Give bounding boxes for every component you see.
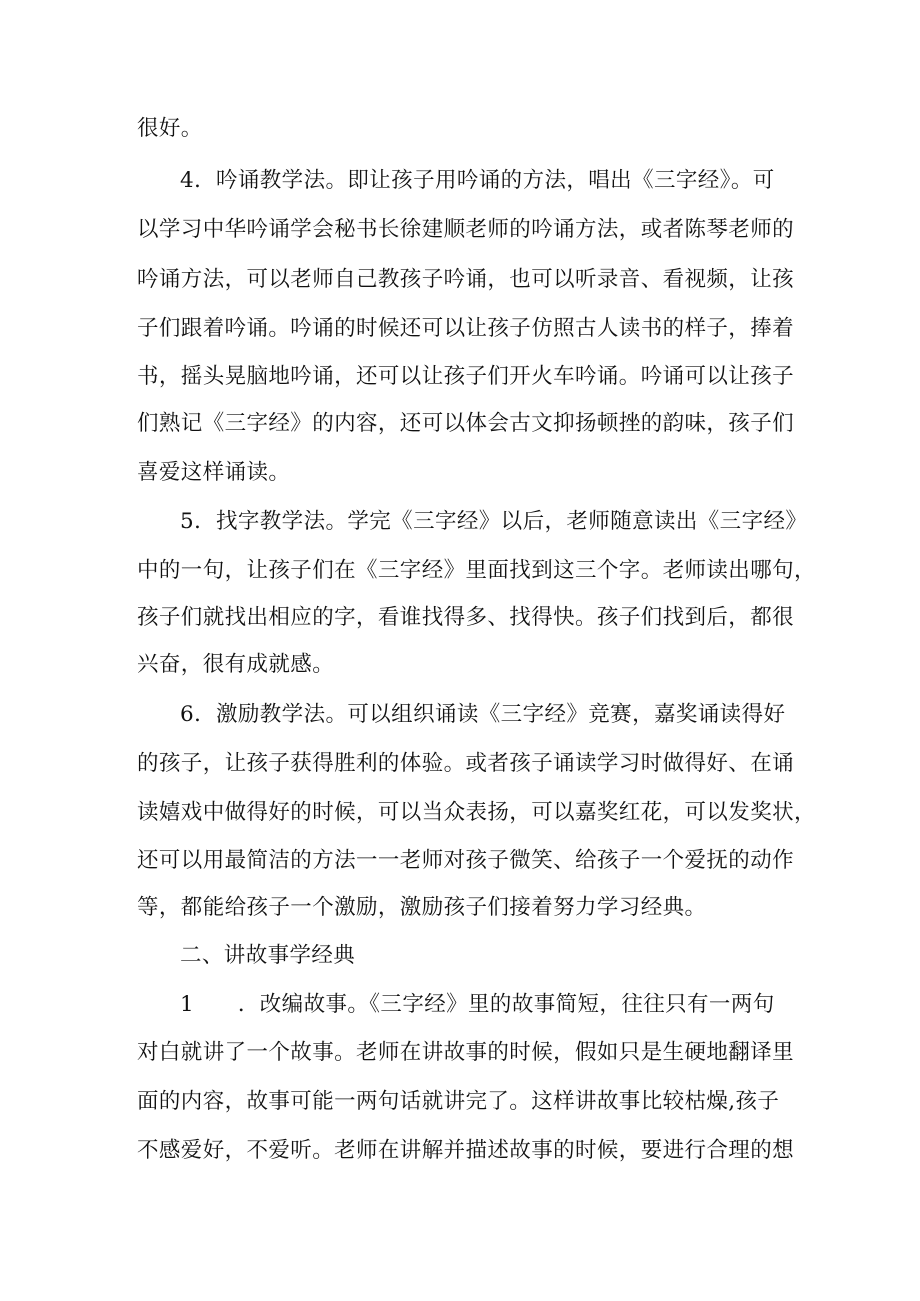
text-line: 喜爱这样诵读。 (137, 460, 291, 485)
text-line: 对白就讲了一个故事。老师在讲故事的时候，假如只是生硬地翻译里 (137, 1040, 795, 1065)
text-line: 面的内容，故事可能一两句话就讲完了。这样讲故事比较枯燥,孩子 (137, 1089, 780, 1114)
text-line: 不感爱好，不爱听。老师在讲解并描述故事的时候，要进行合理的想 (137, 1138, 795, 1163)
text-line: 以学习中华吟诵学会秘书长徐建顺老师的吟诵方法，或者陈琴老师的 (137, 217, 795, 242)
text-line: 吟诵方法，可以老师自己教孩子吟诵，也可以听录音、看视频，让孩 (137, 267, 795, 292)
text-line: 孩子们就找出相应的字，看谁找得多、找得快。孩子们找到后，都很 (137, 605, 795, 630)
text-line: 的孩子，让孩子获得胜利的体验。或者孩子诵读学习时做得好、在诵 (137, 751, 795, 776)
paragraph-line: 4．吟诵教学法。即让孩子用吟诵的方法，唱出《三字经》。可 (180, 168, 775, 193)
text-line: 们熟记《三字经》的内容，还可以体会古文抑扬顿挫的韵味，孩子们 (137, 411, 795, 436)
text-line: 兴奋，很有成就感。 (137, 652, 335, 677)
text-line: 很好。 (137, 116, 203, 141)
paragraph-line: 1 ．改编故事。《三字经》里的故事简短，往往只有一两句 (180, 992, 775, 1017)
text-line: 等，都能给孩子一个激励，激励孩子们接着努力学习经典。 (137, 895, 707, 920)
text-line: 书，摇头晃脑地吟诵，还可以让孩子们开火车吟诵。吟诵可以让孩子 (137, 364, 795, 389)
text-line: 子们跟着吟诵。吟诵的时候还可以让孩子仿照古人读书的样子，捧着 (137, 316, 795, 341)
text-line: 中的一句，让孩子们在《三字经》里面找到这三个字。老师读出哪句， (137, 558, 816, 583)
paragraph-line: 6．激励教学法。可以组织诵读《三字经》竞赛，嘉奖诵读得好 (180, 702, 786, 727)
section-heading: 二、讲故事学经典 (180, 943, 356, 968)
text-line: 还可以用最简洁的方法一一老师对孩子微笑、给孩子一个爱抚的动作 (137, 848, 795, 873)
text-line: 读嬉戏中做得好的时候，可以当众表扬，可以嘉奖红花，可以发奖状， (137, 800, 816, 825)
paragraph-line: 5．找字教学法。学完《三字经》以后，老师随意读出《三字经》 (180, 509, 808, 534)
